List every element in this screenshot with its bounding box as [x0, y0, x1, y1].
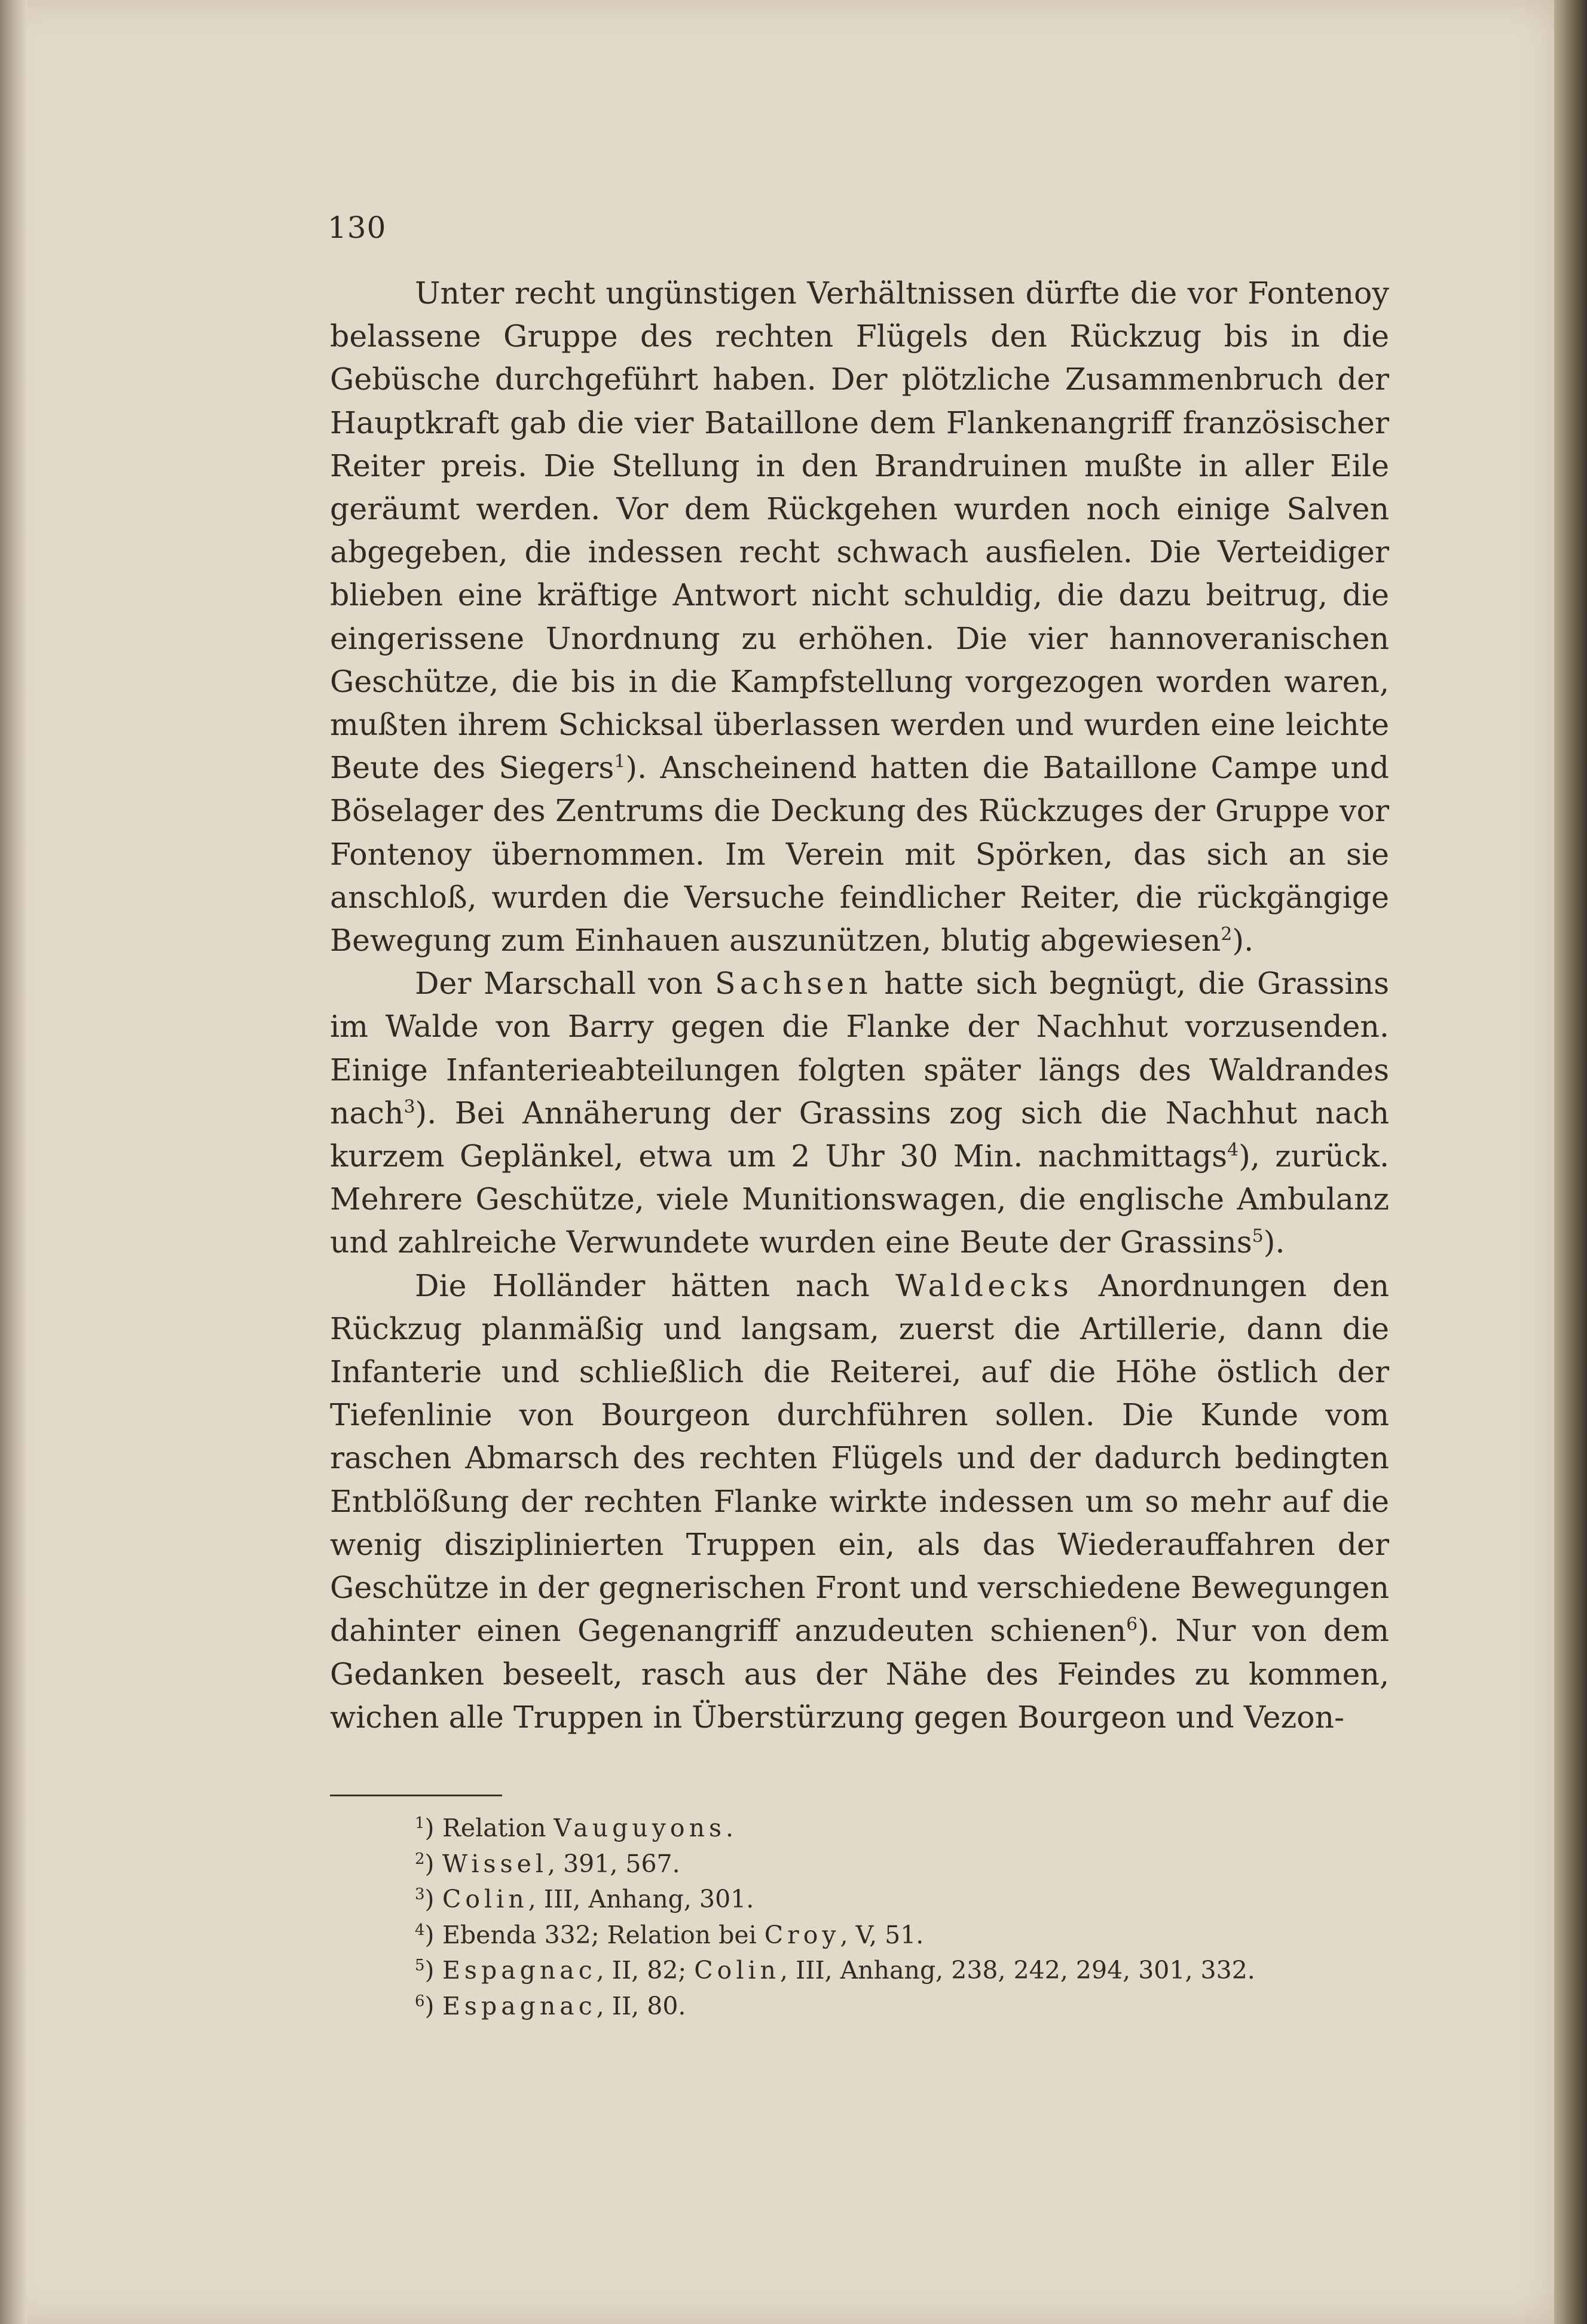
- footnote: [415, 1847, 1431, 1882]
- footnote-number: 5: [415, 1956, 425, 1974]
- footnote-reference: 5: [1252, 1226, 1264, 1247]
- text-run: , III, Anhang, 301.: [528, 1885, 754, 1913]
- footnote-reference: 3: [403, 1096, 415, 1117]
- text-run: , II, 80.: [596, 1991, 686, 2020]
- text-run: hatte sich begnügt, die Grassins im Walde von Barry gegen die Flanke der Nachhut vorzusenden. Einige Infanterieabteilungen folgten später längs des Waldrandes nach: [330, 966, 1390, 1131]
- paragraph: [330, 962, 1389, 1264]
- footnote: [415, 1811, 1431, 1847]
- text-run: Anordnungen den Rückzug planmäßig und langsam, zuerst die Artillerie, dann die Infanterie und schließlich die Reiterei, auf die Höhe östlich der Tiefenlinie von Bourgeon durchführen sollen. Die Kunde vom raschen Abmarsch des rechten Flügels und der dadurch bedingten Entblößung der rechten Flanke wirkte indessen um so mehr auf die wenig disziplinierten Truppen ein, als das Wiederauffahren der Geschütze in der gegnerischen Front und verschiedene Bewegungen dahinter einen Gegenangriff anzudeuten schienen: [330, 1267, 1389, 1649]
- spaced-name: Espagnac: [442, 1956, 597, 1985]
- footnote-reference: 4: [1227, 1140, 1239, 1161]
- footnote-marker: $^1$): [415, 1814, 435, 1842]
- spaced-name: Wissel: [442, 1849, 548, 1878]
- spaced-name: Colin: [694, 1956, 780, 1985]
- text-run: ). Anscheinend hatten die Bataillone Campe und Böselager des Zentrums die Deckung des Rückzuges der Gruppe vor Fontenoy übernommen. Im Verein mit Spörken, das sich an sie anschloß, wurden die Versuche feindlicher Reiter, die rückgängige Bewegung zum Einhauen auszunützen, blutig abgewiesen: [330, 750, 1389, 959]
- text-run: ), zurück. Mehrere Geschütze, viele Munitionswagen, die englische Ambulanz und zahlreiche Verwundete wurden eine Beute der Grassins: [330, 1138, 1389, 1260]
- text-run: Relation: [442, 1814, 554, 1842]
- spaced-name: Colin: [442, 1885, 528, 1913]
- footnote-marker: $^6$): [415, 1991, 435, 2020]
- footnote-marker: $^3$): [415, 1885, 435, 1913]
- footnotes: [415, 1811, 1431, 2024]
- text-run: ). Bei Annäherung der Grassins zog sich die Nachhut nach kurzem Geplänkel, etwa um 2 Uhr 30 Min. nachmittags: [330, 1095, 1389, 1174]
- footnote-marker: $^2$): [415, 1849, 435, 1878]
- spaced-name: Espagnac: [442, 1991, 597, 2020]
- text-run: ).: [1232, 923, 1254, 959]
- paragraph: [330, 272, 1389, 962]
- body-text: [330, 272, 1389, 1739]
- text-run: , V, 51.: [840, 1920, 924, 1949]
- spaced-name: Croy: [764, 1920, 840, 1949]
- footnote: [415, 1953, 1431, 1989]
- text-run: ). Nur von dem Gedanken beseelt, rasch aus der Nähe des Feindes zu kommen, wichen alle Truppen in Überstürzung gegen Bourgeon und Vezon-: [330, 1613, 1390, 1735]
- footnote-number: 2: [415, 1850, 425, 1868]
- footnote-marker: $^4$): [415, 1920, 435, 1949]
- text-run: , III, Anhang, 238, 242, 294, 301, 332.: [779, 1956, 1255, 1985]
- spaced-name: Waldecks: [895, 1267, 1073, 1303]
- text-run: , 391, 567.: [548, 1849, 680, 1878]
- page-number: 130: [328, 210, 387, 245]
- spaced-name: Vauguyons: [554, 1814, 726, 1842]
- book-edge: [1554, 0, 1587, 2324]
- footnote-number: 6: [415, 1992, 425, 2010]
- text-run: .: [726, 1814, 734, 1842]
- footnote-reference: 2: [1221, 924, 1233, 945]
- text-run: , II, 82;: [596, 1956, 695, 1985]
- text-run: Ebenda 332; Relation bei: [442, 1920, 765, 1949]
- text-run: Unter recht ungünstigen Verhältnissen dürfte die vor Fontenoy belassene Gruppe des rechten Flügels den Rückzug bis in die Gebüsche durchgeführt haben. Der plötzliche Zusammenbruch der Hauptkraft gab die vier Bataillone dem Flankenangriff französischer Reiter preis. Die Stellung in den Brandruinen mußte in aller Eile geräumt werden. Vor dem Rückgehen wurden noch einige Salven abgegeben, die indessen recht schwach ausfielen. Die Verteidiger blieben eine kräftige Antwort nicht schuldig, die dazu beitrug, die eingerissene Unordnung zu erhöhen. Die vier hannoveranischen Geschütze, die bis in die Kampfstellung vorgezogen worden waren, mußten ihrem Schicksal überlassen werden und wurden eine leichte Beute des Siegers: [330, 275, 1389, 786]
- footnote: [415, 1989, 1431, 2025]
- footnote: [415, 1918, 1431, 1953]
- page-gutter-shadow: [0, 0, 27, 2324]
- footnote-number: 4: [415, 1921, 425, 1939]
- spaced-name: Sachsen: [715, 966, 872, 1002]
- footnote-number: 3: [415, 1885, 425, 1903]
- footnote-marker: $^5$): [415, 1956, 435, 1985]
- text-run: ).: [1263, 1224, 1285, 1260]
- text-run: Die Holländer hätten nach: [415, 1267, 895, 1303]
- text-run: Der Marschall von: [415, 966, 715, 1002]
- footnote-reference: 6: [1126, 1614, 1138, 1636]
- paragraph: [330, 1264, 1389, 1739]
- footnote-separator: [330, 1795, 502, 1796]
- footnote-reference: 1: [614, 751, 626, 773]
- footnote-number: 1: [415, 1814, 425, 1832]
- footnote: [415, 1882, 1431, 1918]
